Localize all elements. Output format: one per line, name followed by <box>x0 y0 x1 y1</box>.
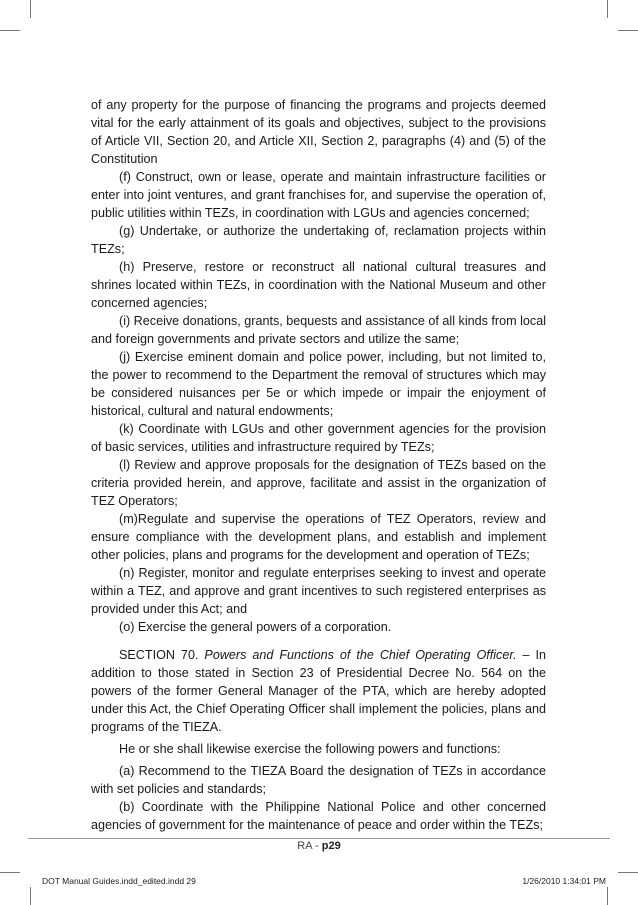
paragraph: (j) Exercise eminent domain and police power, including, but not limited to, the power to recommend to the Department the removal of structures which may be considered nuisances per 5e or which impede or impair the enjoyment of historical, cultural and natural endowments; <box>91 350 546 418</box>
paragraph: He or she shall likewise exercise the following powers and functions: <box>119 742 501 756</box>
paragraph: (k) Coordinate with LGUs and other government agencies for the provision of basic services, utilities and infrastructure required by TEZs; <box>91 422 546 454</box>
paragraph: of any property for the purpose of financing the programs and projects deemed vital for the early attainment of its goals and objectives, subject to the provisions of Article VII, Section 20, and Article XII, Section 2, paragraphs (4) and (5) of the Constitution <box>91 98 546 166</box>
paragraph: (o) Exercise the general powers of a corporation. <box>119 620 392 634</box>
page-folio <box>0 840 638 852</box>
crop-mark <box>30 0 31 18</box>
crop-mark <box>0 872 20 873</box>
folio-prefix: RA - <box>297 840 322 852</box>
crop-mark <box>0 30 20 31</box>
slug-filename: DOT Manual Guides.indd_edited.indd 29 <box>42 876 196 886</box>
paragraph: (a) Recommend to the TIEZA Board the designation of TEZs in accordance with set policies and standards; <box>91 764 546 796</box>
section-title: Powers and Functions of the Chief Operating Officer. <box>204 648 517 662</box>
paragraph: (n) Register, monitor and regulate enterprises seeking to invest and operate within a TEZ, and approve and grant incentives to such registered enterprises as provided under this Act; and <box>91 566 546 616</box>
crop-mark <box>607 0 608 18</box>
section-paragraph <box>91 646 546 736</box>
paragraph: (l) Review and approve proposals for the designation of TEZs based on the criteria provided herein, and approve, facilitate and assist in the organization of TEZ Operators; <box>91 458 546 508</box>
slug-timestamp: 1/26/2010 1:34:01 PM <box>522 876 606 886</box>
body-text <box>91 96 546 834</box>
crop-mark <box>618 872 638 873</box>
paragraph: (f) Construct, own or lease, operate and maintain infrastructure facilities or enter into joint ventures, and grant franchises for, and supervise the operation of, public utilities within TEZs, in coordination with LGUs and agencies concerned; <box>91 170 546 220</box>
crop-mark <box>607 887 608 905</box>
section-body: – In addition to those stated in Section 23 of Presidential Decree No. 564 on the powers of the former General Manager of the PTA, which are hereby adopted under this Act, the Chief Operating Officer shall implement the policies, plans and programs of the TIEZA. <box>91 648 547 734</box>
paragraph: (b) Coordinate with the Philippine National Police and other concerned agencies of government for the maintenance of peace and order within the TEZs; <box>91 800 546 832</box>
paragraph: (i) Receive donations, grants, bequests and assistance of all kinds from local and foreign governments and private sectors and utilize the same; <box>91 314 547 346</box>
paragraph: (h) Preserve, restore or reconstruct all national cultural treasures and shrines located within TEZs, in coordination with the National Museum and other concerned agencies; <box>91 260 546 310</box>
page-number: p29 <box>321 840 341 852</box>
crop-mark <box>618 30 638 31</box>
paragraph: (m)Regulate and supervise the operations of TEZ Operators, review and ensure compliance with the development plans, and establish and implement other policies, plans and programs for the development and operation of TEZs; <box>91 512 546 562</box>
crop-mark <box>30 887 31 905</box>
section-number: SECTION 70. <box>119 648 199 662</box>
paragraph: (g) Undertake, or authorize the undertaking of, reclamation projects within TEZs; <box>91 224 546 256</box>
footer-rule <box>28 838 610 839</box>
